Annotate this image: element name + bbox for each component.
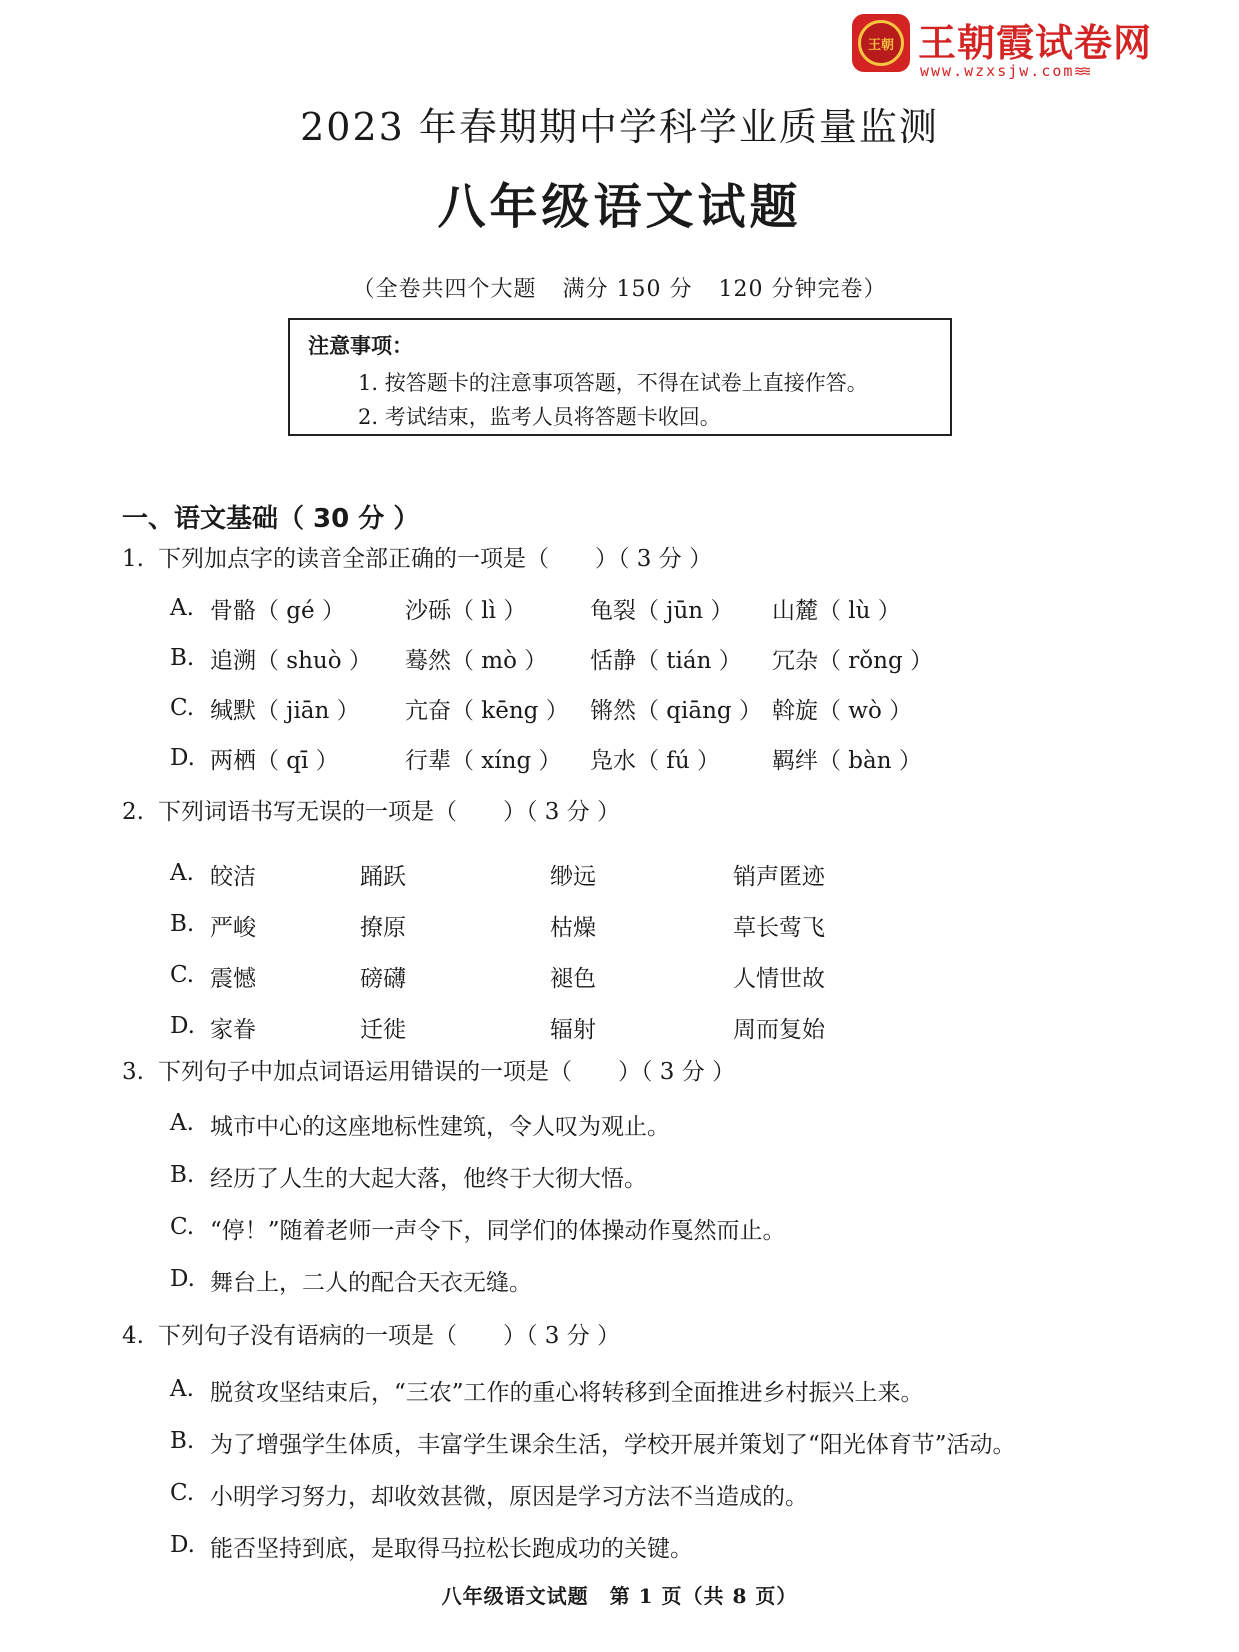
site-logo (852, 12, 1172, 80)
option-letter: C. (170, 1480, 195, 1506)
logo-badge-text: 王朝 (858, 20, 904, 66)
option-item: 追溯（ shuò ） (210, 648, 372, 674)
exam-info-part: 满分 150 分 (562, 277, 693, 302)
question-text: 下列词语书写无误的一项是（ ）（ 3 分 ） (158, 799, 621, 825)
option-item: 山麓（ lù ） (772, 598, 901, 624)
option-letter: D. (170, 1013, 195, 1039)
option-text: 脱贫攻坚结束后，“三农”工作的重心将转移到全面推进乡村振兴上来。 (210, 1380, 924, 1406)
logo-wave-icon: ≋≋ (1074, 62, 1089, 80)
option-item: 震憾 (210, 966, 256, 992)
notice-item: 1. 按答题卡的注意事项答题，不得在试卷上直接作答。 (358, 371, 868, 395)
option-letter: B. (170, 1162, 195, 1188)
option-item: 家眷 (210, 1017, 256, 1043)
notice-box (288, 318, 952, 436)
option-item: 踊跃 (360, 864, 406, 890)
question-number: 3. (122, 1059, 144, 1085)
logo-name: 王朝霞试卷网 (918, 21, 1153, 65)
option-item: 周而复始 (733, 1017, 825, 1043)
logo-badge-icon (852, 14, 910, 72)
option-text: 为了增强学生体质，丰富学生课余生活，学校开展并策划了“阳光体育节”活动。 (210, 1432, 1016, 1458)
option-item: 磅礴 (360, 966, 406, 992)
option-letter: D. (170, 1532, 195, 1558)
option-letter: B. (170, 1428, 195, 1454)
option-item: 人情世故 (733, 966, 825, 992)
exam-info-part: （全卷共四个大题 (352, 277, 537, 302)
option-text: “停！”随着老师一声令下，同学们的体操动作戛然而止。 (210, 1218, 786, 1244)
option-item: 缄默（ jiān ） (210, 698, 360, 724)
option-item: 严峻 (210, 915, 256, 941)
option-item: 蓦然（ mò ） (405, 648, 548, 674)
exam-info-part: 120 分钟完卷） (718, 277, 887, 302)
question-number: 2. (122, 799, 144, 825)
option-item: 皎洁 (210, 864, 256, 890)
question-number: 1. (122, 546, 144, 572)
option-item: 缈远 (550, 864, 596, 890)
logo-url-text: www.wzxsjw.com (920, 62, 1075, 80)
option-letter: A. (170, 1376, 194, 1402)
option-item: 枯燥 (550, 915, 596, 941)
question-text: 下列句子中加点词语运用错误的一项是（ ）（ 3 分 ） (158, 1059, 736, 1085)
option-letter: C. (170, 695, 195, 721)
option-item: 凫水（ fú ） (590, 748, 720, 774)
option-text: 舞台上，二人的配合天衣无缝。 (210, 1270, 532, 1296)
option-letter: C. (170, 962, 195, 988)
question-stem (122, 1053, 735, 1086)
option-item: 辐射 (550, 1017, 596, 1043)
option-item: 草长莺飞 (733, 915, 825, 941)
option-item: 骨骼（ gé ） (210, 598, 345, 624)
option-item: 行辈（ xíng ） (405, 748, 562, 774)
question-stem (122, 793, 620, 826)
option-item: 恬静（ tián ） (590, 648, 742, 674)
option-item: 两栖（ qī ） (210, 748, 339, 774)
option-item: 沙砾（ lì ） (405, 598, 527, 624)
option-item: 斡旋（ wò ） (772, 698, 913, 724)
option-item: 冗杂（ rǒng ） (772, 648, 933, 674)
option-item: 亢奋（ kēng ） (405, 698, 569, 724)
option-letter: C. (170, 1214, 195, 1240)
option-item: 销声匿迹 (733, 864, 825, 890)
option-text: 能否坚持到底，是取得马拉松长跑成功的关键。 (210, 1536, 693, 1562)
option-text: 城市中心的这座地标性建筑，令人叹为观止。 (210, 1114, 670, 1140)
exam-title: 2023 年春期期中学科学业质量监测 (300, 105, 939, 149)
option-item: 迁徙 (360, 1017, 406, 1043)
exam-subtitle: 八年级语文试题 (437, 179, 802, 235)
logo-url (920, 62, 1089, 80)
question-text: 下列句子没有语病的一项是（ ）（ 3 分 ） (158, 1323, 621, 1349)
option-letter: D. (170, 745, 195, 771)
notice-item: 2. 考试结束，监考人员将答题卡收回。 (358, 405, 721, 429)
page-footer: 八年级语文试题 第 1 页（共 8 页） (441, 1584, 798, 1608)
option-letter: A. (170, 595, 194, 621)
section-title: 一、语文基础（ 30 分 ） (122, 504, 420, 534)
option-item: 羁绊（ bàn ） (772, 748, 922, 774)
option-letter: A. (170, 1110, 194, 1136)
option-letter: A. (170, 860, 194, 886)
question-text: 下列加点字的读音全部正确的一项是（ ）（ 3 分 ） (158, 546, 713, 572)
question-stem (122, 1317, 620, 1350)
option-letter: B. (170, 911, 195, 937)
exam-info (0, 272, 1239, 303)
option-item: 龟裂（ jūn ） (590, 598, 734, 624)
question-stem (122, 540, 712, 573)
option-item: 锵然（ qiāng ） (590, 698, 762, 724)
option-text: 经历了人生的大起大落，他终于大彻大悟。 (210, 1166, 647, 1192)
option-item: 褪色 (550, 966, 596, 992)
option-letter: D. (170, 1266, 195, 1292)
option-item: 撩原 (360, 915, 406, 941)
notice-title: 注意事项： (308, 333, 413, 358)
question-number: 4. (122, 1323, 144, 1349)
option-text: 小明学习努力，却收效甚微，原因是学习方法不当造成的。 (210, 1484, 808, 1510)
option-letter: B. (170, 645, 195, 671)
